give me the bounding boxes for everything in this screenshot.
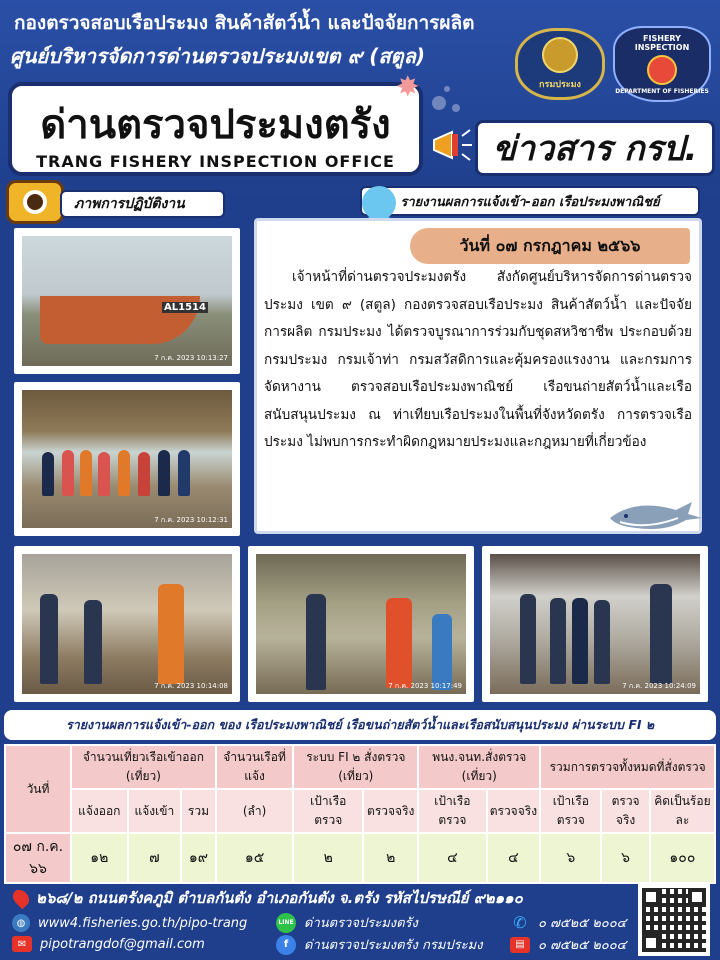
cell: ๑๙ <box>181 833 216 883</box>
cell: ๖ <box>601 833 649 883</box>
subheader: เป้าเรือตรวจ <box>540 789 601 833</box>
footer-website[interactable]: ◍ www4.fisheries.go.th/pipo-trang <box>12 914 247 932</box>
cell: ๒ <box>293 833 363 883</box>
subheader: ตรวจจริง <box>601 789 649 833</box>
subheader: แจ้งเข้า <box>128 789 182 833</box>
report-section-label: รายงานผลการแจ้งเข้า-ออก เรือประมงพาณิชย์ <box>360 186 700 216</box>
cell: ๒ <box>363 833 418 883</box>
header-line-1: กองตรวจสอบเรือประมง สินค้าสัตว์น้ำ และปัจจัยการผลิต <box>14 12 475 34</box>
row-date: ๐๗ ก.ค. ๖๖ <box>5 833 71 883</box>
footer-email[interactable]: ✉ pipotrangdof@gmail.com <box>12 936 205 952</box>
table-row <box>5 833 715 883</box>
subheader: ตรวจจริง <box>487 789 541 833</box>
photo-crew-inspection: 7 ก.ค. 2023 10:17:49 <box>248 546 474 702</box>
subheader: (ลำ) <box>216 789 294 833</box>
photo-fishing-boat: AL1514 7 ก.ค. 2023 10:13:27 <box>14 228 240 374</box>
cell: ๖ <box>540 833 601 883</box>
photo-document-check: 7 ก.ค. 2023 10:14:08 <box>14 546 240 702</box>
table-title: รายงานผลการแจ้งเข้า-ออก ของ เรือประมงพาณิชย์ เรือขนถ่ายสัตว์น้ำและเรือสนับสนุนประมง ผ่านระบบ FI ๒ <box>4 710 716 740</box>
header-officer: พนง.จนท.สั่งตรวจ (เที่ยว) <box>418 745 540 789</box>
inspection-summary-table <box>4 744 716 884</box>
emblem-icon <box>647 55 677 85</box>
subheader: ตรวจจริง <box>363 789 418 833</box>
header-boats: จำนวนเรือที่แจ้ง <box>216 745 294 789</box>
cell: ๗ <box>128 833 182 883</box>
subheader: เป้าเรือตรวจ <box>293 789 363 833</box>
globe-icon: ◍ <box>12 914 30 932</box>
news-badge: ข่าวสาร กรป. <box>475 120 715 176</box>
photo-team-group: 7 ก.ค. 2023 10:12:31 <box>14 382 240 536</box>
line-icon: LINE <box>276 913 296 933</box>
subheader: รวม <box>181 789 216 833</box>
photo-officers-lineup: 7 ก.ค. 2023 10:24:09 <box>482 546 708 702</box>
article-date: วันที่ ๐๗ กรกฎาคม ๒๕๖๖ <box>410 228 690 264</box>
article-body: เจ้าหน้าที่ด่านตรวจประมงตรัง สังกัดศูนย์บริหารจัดการด่านตรวจประมง เขต ๙ (สตูล) กองตรวจสอบเรือประมง สินค้าสัตว์น้ำ และปัจจัยการผลิต กรมประมง ได้ตรวจบูรณาการร่วมกับชุดสหวิชาชีพ ประกอบด้วย กรมประมง กรมเจ้าท่า กรมสวัสดิการและคุ้มครองแรงงาน และกรมการจัดหางาน ตรวจสอบเรือประมงพาณิชย์ เรือขนถ่ายสัตว์น้ำและเรือสนับสนุนประมง ณ ท่าเทียบเรือประมงในพื้นที่จังหวัดตรัง การตรวจเรือประมง ไม่พบการกระทำผิดกฎหมายประมงและกฎหมายที่เกี่ยวข้อง <box>264 269 692 450</box>
activity-section-label: ภาพการปฏิบัติงาน <box>60 190 225 218</box>
office-title-box <box>8 82 423 176</box>
starfish-icon: ✸ <box>396 70 420 103</box>
cell: ๔ <box>487 833 541 883</box>
cell: ๔ <box>418 833 486 883</box>
cell: ๑๐๐ <box>650 833 715 883</box>
fishery-inspection-logo: FISHERY INSPECTION DEPARTMENT OF FISHERIES <box>613 26 711 102</box>
mail-icon: ✉ <box>12 936 32 952</box>
header-line-2: ศูนย์บริหารจัดการด่านตรวจประมงเขต ๙ (สตูล) <box>10 44 425 68</box>
cell: ๑๒ <box>71 833 128 883</box>
cell: ๑๕ <box>216 833 294 883</box>
header-fi2: ระบบ FI ๒ สั่งตรวจ (เที่ยว) <box>293 745 418 789</box>
qr-code[interactable] <box>638 884 710 956</box>
office-subtitle: TRANG FISHERY INSPECTION OFFICE <box>36 152 395 171</box>
subheader: แจ้งออก <box>71 789 128 833</box>
department-of-fisheries-logo: กรมประมง <box>515 28 605 100</box>
whale-icon <box>606 494 706 534</box>
footer-phone[interactable]: ✆ ๐ ๗๕๒๕ ๒๐๐๔ <box>510 912 627 933</box>
header-date: วันที่ <box>5 745 71 833</box>
footer-fax[interactable]: ▤ ๐ ๗๕๒๕ ๒๐๐๔ <box>510 934 627 955</box>
header-trips: จำนวนเที่ยวเรือเข้าออก (เที่ยว) <box>71 745 216 789</box>
subheader: คิดเป็นร้อยละ <box>650 789 715 833</box>
camera-icon <box>6 180 64 224</box>
location-pin-icon <box>10 887 33 910</box>
fax-icon: ▤ <box>510 937 530 953</box>
footer-facebook[interactable]: f ด่านตรวจประมงตรัง กรมประมง <box>276 934 483 955</box>
megaphone-icon <box>430 128 474 173</box>
subheader: เป้าเรือตรวจ <box>418 789 486 833</box>
facebook-icon: f <box>276 935 296 955</box>
seal-icon <box>542 37 578 73</box>
phone-icon: ✆ <box>513 913 527 932</box>
header-total: รวมการตรวจทั้งหมดที่สั่งตรวจ <box>540 745 715 789</box>
footer-line[interactable]: LINE ด่านตรวจประมงตรัง <box>276 912 418 933</box>
footer-address: ๒๖๘/๒ ถนนตรังคภูมิ ตำบลกันตัง อำเภอกันตัง จ.ตรัง รหัสไปรษณีย์ ๙๒๑๑๐ <box>14 886 634 910</box>
office-title: ด่านตรวจประมงตรัง <box>40 102 391 148</box>
